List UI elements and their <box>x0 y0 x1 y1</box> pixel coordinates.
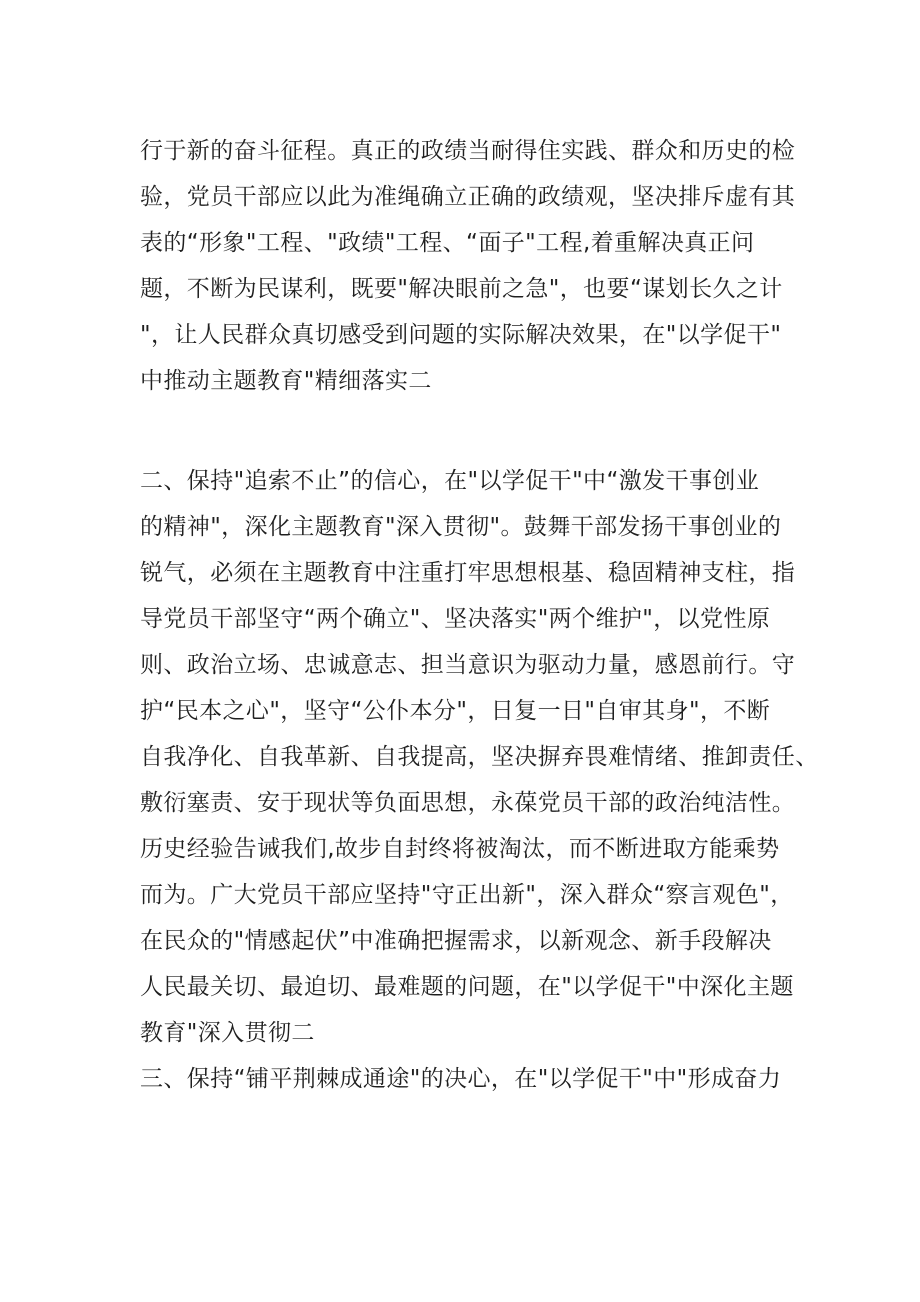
text-line: 三、保持“铺平荆棘成通途"的决心，在"以学促干"中"形成奋力 <box>140 1066 782 1092</box>
text-line: 在民众的"情感起伏”中准确把握需求，以新观念、新手段解决 <box>140 928 772 954</box>
text-line: 题，不断为民谋利，既要"解决眼前之急"，也要“谋划长久之计 <box>140 276 783 302</box>
text-line: 历史经验告诫我们,故步自封终将被淘汰，而不断进取方能乘势 <box>140 836 780 862</box>
text-line: 导党员干部坚守“两个确立"、坚决落实"两个维护"，以党性原 <box>140 606 771 632</box>
text-line: 人民最关切、最迫切、最难题的问题，在"以学促干"中深化主题 <box>140 974 794 1000</box>
text-line: 验，党员干部应以此为准绳确立正确的政绩观，坚决排斥虚有其 <box>140 184 796 210</box>
text-line: "，让人民群众真切感受到问题的实际解决效果，在"以学促干" <box>140 322 782 348</box>
text-line: 则、政治立场、忠诚意志、担当意识为驱动力量，感恩前行。守 <box>140 652 796 678</box>
text-line: 锐气，必须在主题教育中注重打牢思想根基、稳固精神支柱，指 <box>140 560 796 586</box>
text-line: 自我净化、自我革新、自我提高，坚决摒弃畏难情绪、推卸责任、 <box>140 744 819 770</box>
text-line: 的精神"，深化主题教育"深入贯彻"。鼓舞干部发扬干事创业的 <box>140 514 782 540</box>
text-line: 表的“形象"工程、"政绩"工程、“面子"工程,着重解决真正问 <box>140 230 755 256</box>
text-line: 行于新的奋斗征程。真正的政绩当耐得住实践、群众和历史的检 <box>140 138 796 164</box>
text-line: 中推动主题教育"精细落实二 <box>140 368 432 394</box>
text-line: 教育"深入贯彻二 <box>140 1020 315 1046</box>
text-line: 而为。广大党员干部应坚持"守正出新"，深入群众“察言观色"， <box>140 882 794 908</box>
text-line: 二、保持"追索不止”的信心，在"以学促干"中“激发干事创业 <box>140 468 760 494</box>
text-line: 护“民本之心"，坚守“公仆本分"，日复一日"自审其身"，不断 <box>140 698 771 724</box>
text-line: 敷衍塞责、安于现状等负面思想，永葆党员干部的政治纯洁性。 <box>140 790 796 816</box>
